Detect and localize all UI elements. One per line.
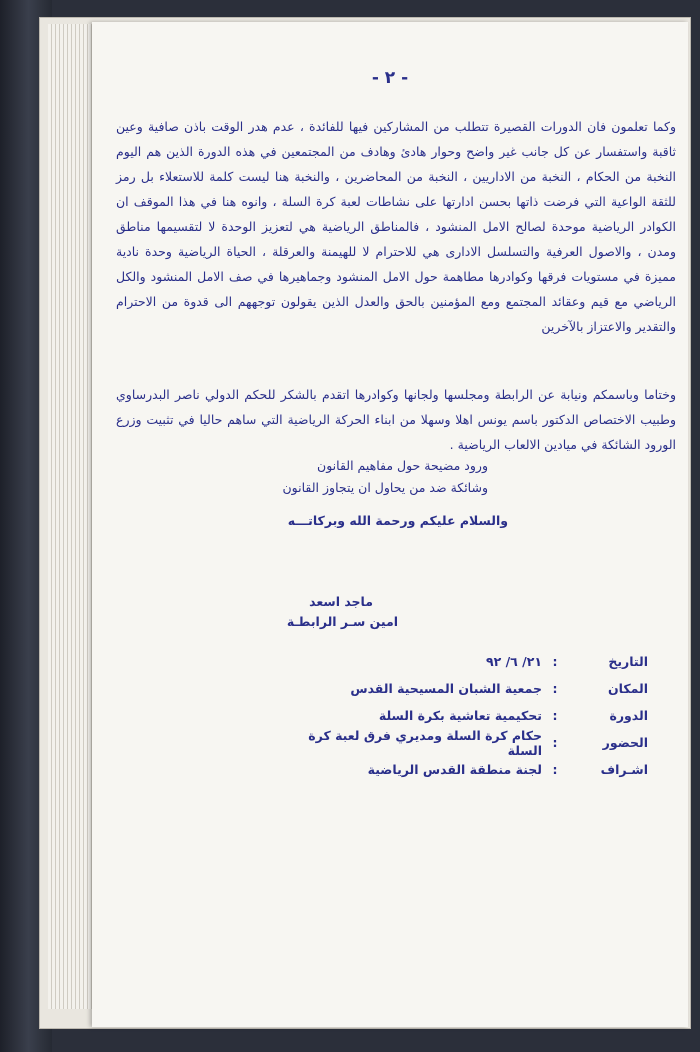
closing-greeting: والسلام عليكم ورحمة الله وبركاتـــه — [287, 513, 508, 528]
info-label: الحضور — [602, 735, 648, 750]
info-label: الدورة — [609, 708, 648, 723]
info-separator: : — [552, 708, 558, 723]
info-value: حكام كرة السلة ومديري فرق لعبة كرة السلة — [308, 727, 542, 758]
law-line-2: وشائكة ضد من يحاول ان يتجاوز القانون — [282, 480, 488, 495]
signature-name: ماجد اسعد — [309, 594, 373, 609]
event-info-table — [288, 648, 648, 783]
info-separator: : — [552, 762, 558, 777]
paragraph-thanks: وختاما وباسمكم ونيابة عن الرابطة ومجلسها ولجانها وكوادرها اتقدم بالشكر للحكم الدولي ناصر البدرساوي وطبيب الاختصاص الدكتور باسم يونس اهلا وسهلا من ابناء الحركة الرياضية التي ساهم حاليا في تثبيت وزرع الورود الشائكة في ميادين الالعاب الرياضية . — [116, 387, 676, 452]
signature-title: امين سـر الرابطـة — [286, 614, 398, 629]
info-value: لجنة منطقة القدس الرياضية — [367, 762, 542, 777]
info-value: ٢١/ ٦/ ٩٢ — [485, 654, 542, 669]
info-row-place — [288, 675, 648, 702]
info-row-supervision — [288, 756, 648, 783]
info-separator: : — [552, 735, 558, 750]
info-row-attendance — [288, 729, 648, 756]
info-label: التاريخ — [608, 654, 648, 669]
page-number: - ٢ - — [371, 68, 409, 88]
info-separator: : — [552, 654, 558, 669]
info-value: تحكيمية تعاشية بكرة السلة — [378, 708, 542, 723]
document-page — [92, 22, 688, 1027]
paragraph-intro: وكما تعلمون فان الدورات القصيرة تتطلب من المشاركين فيها للفائدة ، عدم هدر الوقت باذن صافية وعين ثاقبة واستفسار عن كل جانب غير واضح وحوار هادئ وهادف من المجتمعين في هذه الدورة الذين هم اليوم النخبة من الحكام ، النخبة من الاداريين ، النخبة من المحاضرين ، والنخبة هنا ليست كلمة للاستعلاء بل رمز للثقة الواعية التي فرضت ذاتها بحسن ادارتها على نشاطات لعبة كرة السلة ، وانوه هنا في هذا الموقف ان الكوادر الرياضية موحدة لصالح الامل المنشود ، فالمناطق الرياضية هي لتعزيز الوحدة لا لتقسيمها مناطق ومدن ، والاصول العرفية والتسلسل الادارى هي للاحترام لا للهيمنة والعرقلة ، الحياة الرياضية وحدة نادية مميزة في مستويات فرقها وكوادرها مطاهمة حول الامل المنشود وجماهيرها في صف الامل المنشود والكل الرياضي مع قيم وعقائد المجتمع ومع المؤمنين بالحق والعدل الذين يقولون توجههم الى قدوة من الاحترام والتقدير والاعتزاز بالآخرين — [116, 119, 676, 334]
page-edges — [48, 24, 98, 1009]
info-label: المكان — [608, 681, 648, 696]
info-row-course — [288, 702, 648, 729]
info-separator: : — [552, 681, 558, 696]
document-content — [92, 22, 688, 1027]
info-value: جمعية الشبان المسيحية القدس — [350, 681, 542, 696]
info-label: اشـراف — [600, 762, 648, 777]
info-row-date — [288, 648, 648, 675]
law-line-1: ورود مضيحة حول مفاهيم القانون — [317, 458, 488, 473]
